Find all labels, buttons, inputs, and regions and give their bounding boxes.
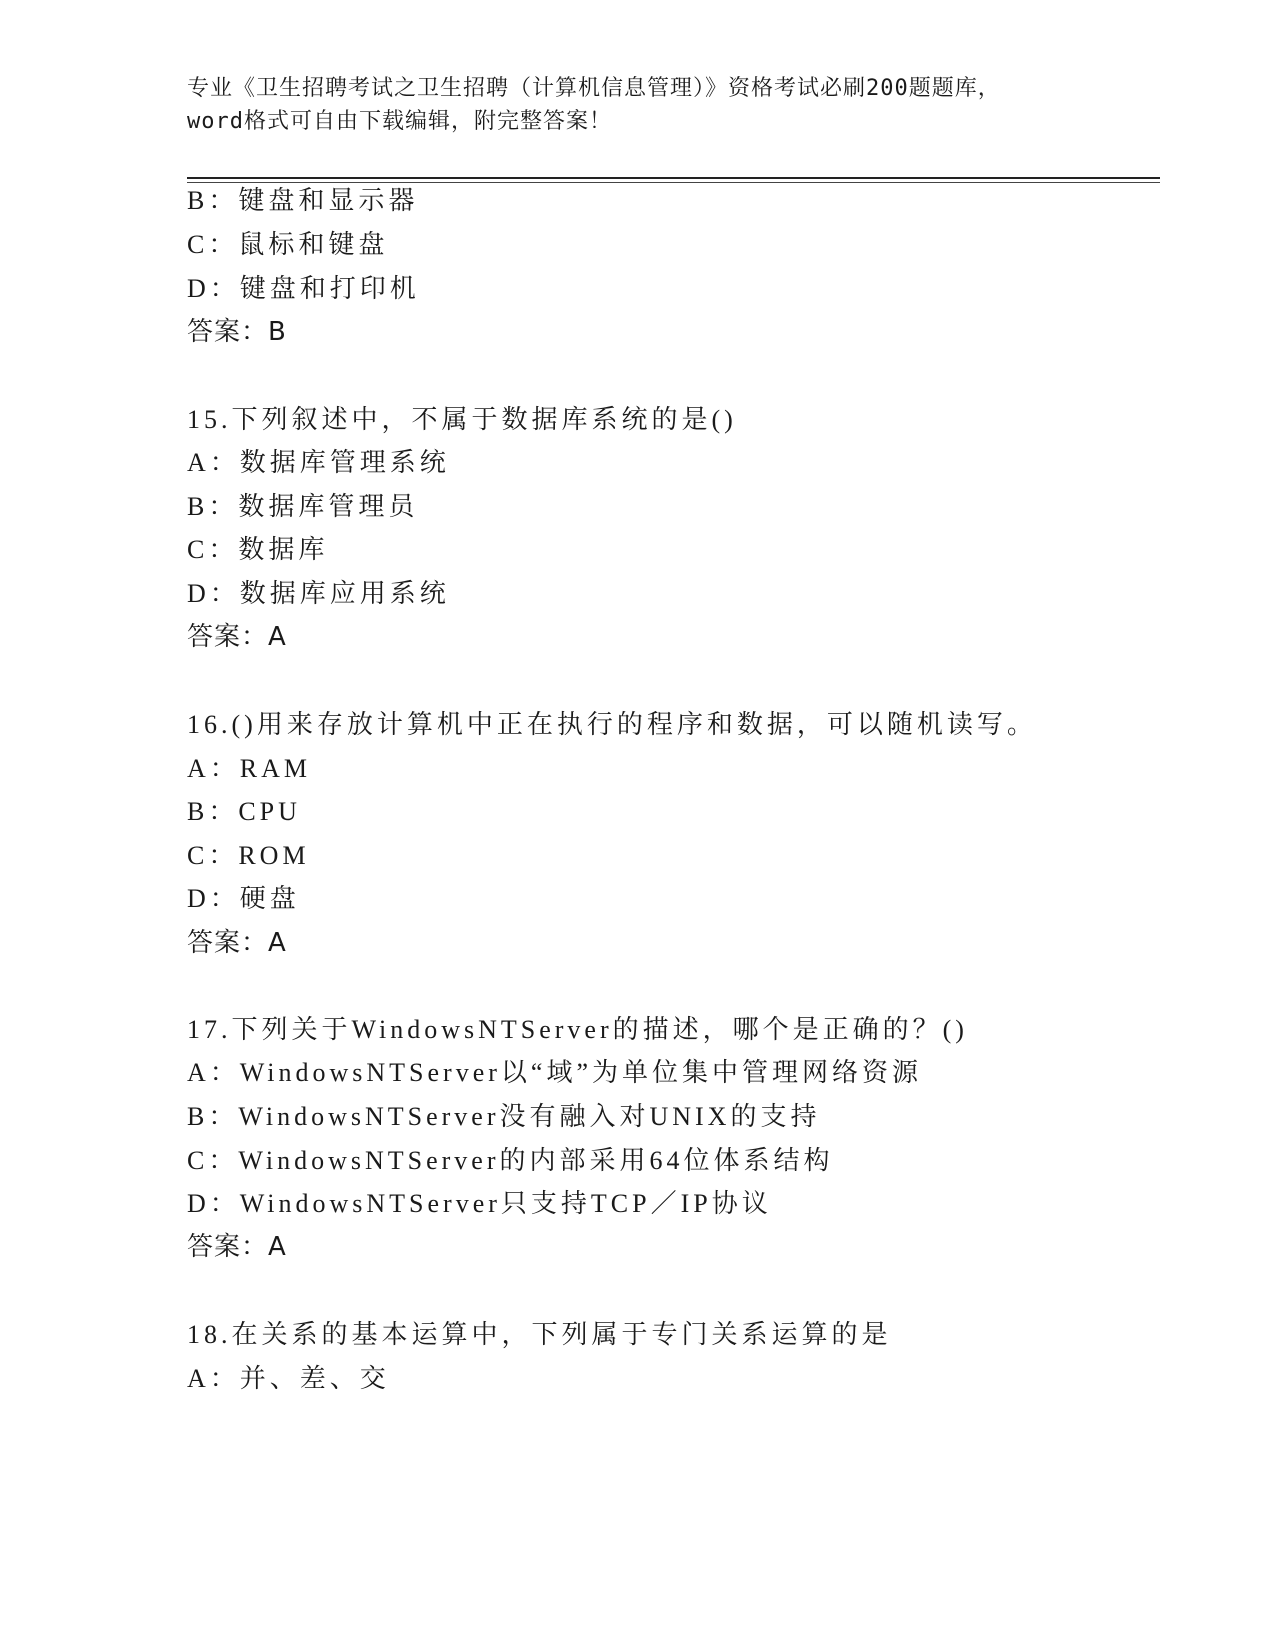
q16-answer: 答案：A	[187, 928, 287, 958]
q17-option-b: B：WindowsNTServer没有融入对UNIX的支持	[187, 1102, 821, 1131]
q15-answer: 答案：A	[187, 622, 287, 652]
q15-option-d: D：数据库应用系统	[187, 579, 450, 608]
header-line-2: word格式可自由下载编辑，附完整答案！	[187, 109, 612, 134]
header-line-1: 专业《卫生招聘考试之卫生招聘（计算机信息管理）》资格考试必刷200题题库，	[187, 76, 1001, 101]
q15-question: 15.下列叙述中，不属于数据库系统的是()	[187, 405, 737, 434]
q17-option-d: D：WindowsNTServer只支持TCP／IP协议	[187, 1189, 772, 1218]
q16-option-b: B：CPU	[187, 797, 301, 826]
q18-question: 18.在关系的基本运算中，下列属于专门关系运算的是	[187, 1320, 892, 1349]
q14-option-c: C：鼠标和键盘	[187, 230, 389, 259]
q16-option-d: D：硬盘	[187, 884, 300, 913]
q17-option-a: A：WindowsNTServer以“域”为单位集中管理网络资源	[187, 1058, 922, 1087]
q16-option-a: A：RAM	[187, 754, 312, 783]
document-header	[187, 72, 1087, 138]
q15-option-a: A：数据库管理系统	[187, 448, 450, 477]
q17-option-c: C：WindowsNTServer的内部采用64位体系结构	[187, 1146, 834, 1175]
q18-option-a: A：并、差、交	[187, 1364, 390, 1393]
q14-answer: 答案：B	[187, 317, 287, 347]
header-divider-thick	[187, 177, 1160, 179]
q14-option-d: D：键盘和打印机	[187, 274, 420, 303]
q16-question: 16.()用来存放计算机中正在执行的程序和数据，可以随机读写。	[187, 710, 1037, 739]
header-divider-thin	[187, 182, 1160, 183]
q17-answer: 答案：A	[187, 1232, 287, 1262]
q15-option-b: B：数据库管理员	[187, 492, 419, 521]
q17-question: 17.下列关于WindowsNTServer的描述，哪个是正确的？()	[187, 1015, 968, 1044]
q16-option-c: C：ROM	[187, 841, 310, 870]
q14-option-b: B：键盘和显示器	[187, 186, 419, 215]
q15-option-c: C：数据库	[187, 535, 329, 564]
